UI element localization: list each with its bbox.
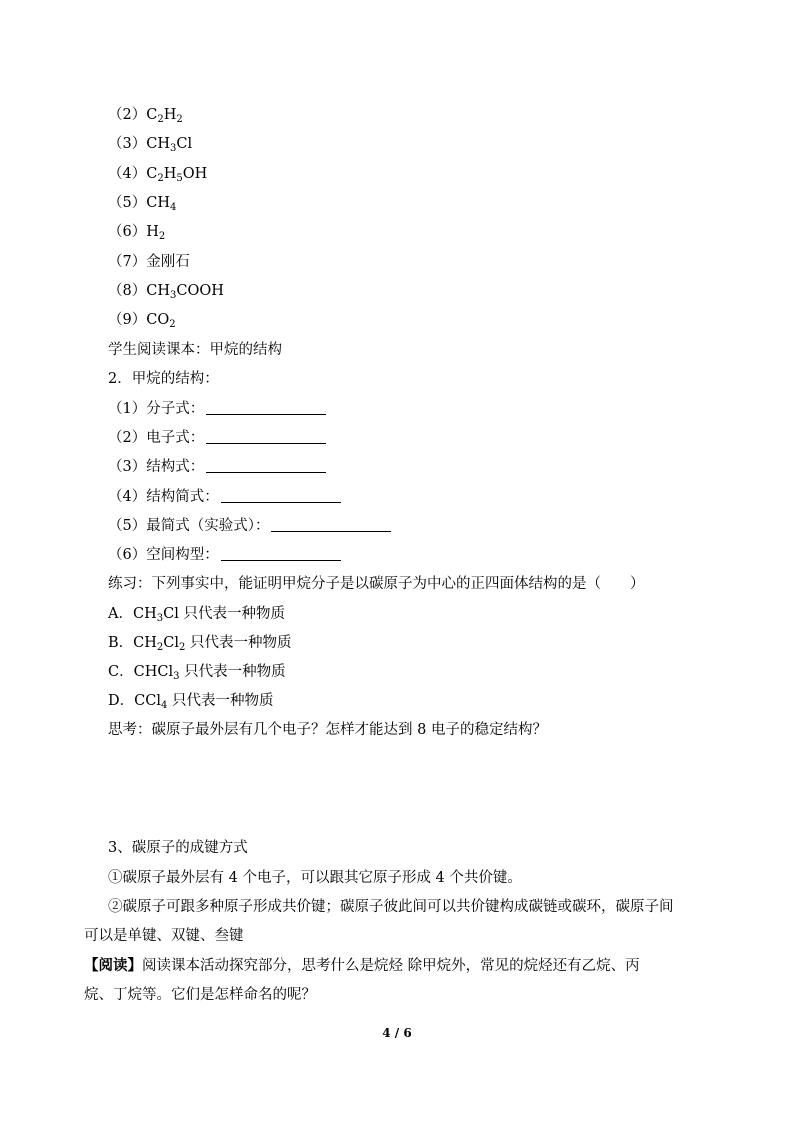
option-text: CHCl$_3$ 只代表一种物质 bbox=[133, 664, 286, 682]
option-label: D． bbox=[108, 693, 135, 709]
formula-item bbox=[108, 310, 176, 330]
formula-text: $CH_3COOH$ bbox=[146, 283, 224, 301]
structure-item-label: （4）结构简式： bbox=[108, 489, 219, 505]
formula-number: （3） bbox=[108, 136, 147, 152]
structure-item-label: （5）最简式（实验式）： bbox=[108, 518, 270, 534]
option-text: $CH_2Cl_2$ 只代表一种物质 bbox=[133, 635, 292, 653]
formula-item bbox=[108, 252, 190, 272]
structure-item bbox=[108, 545, 341, 565]
reading-line-a bbox=[84, 956, 640, 976]
answer-blank[interactable] bbox=[221, 546, 341, 561]
think-question: 思考：碳原子最外层有几个电子？怎样才能达到 8 电子的稳定结构？ bbox=[108, 722, 547, 738]
formula-text: $C_2H_5OH$ bbox=[146, 166, 208, 184]
formula-number: （5） bbox=[108, 195, 147, 211]
structure-item-label: （6）空间构型： bbox=[108, 547, 219, 563]
formula-number: （4） bbox=[108, 166, 147, 182]
point-2-line-b: 可以是单键、双键、叁键 bbox=[84, 928, 244, 944]
reading-text-a: 阅读课本活动探究部分，思考什么是烷烃 除甲烷外，常见的烷烃还有乙烷、丙 bbox=[142, 958, 640, 974]
exercise-question: 练习：下列事实中，能证明甲烷分子是以碳原子为中心的正四面体结构的是（ ） bbox=[108, 576, 645, 592]
structure-item bbox=[108, 428, 326, 448]
formula-item bbox=[108, 105, 183, 125]
formula-text: 金刚石 bbox=[146, 254, 190, 270]
option-text: CCl$_4$ 只代表一种物质 bbox=[134, 693, 274, 711]
reading-line-b: 烷、丁烷等。它们是怎样命名的呢？ bbox=[84, 987, 316, 1003]
formula-item bbox=[108, 281, 224, 301]
formula-number: （7） bbox=[108, 254, 147, 270]
option-label: C． bbox=[108, 664, 134, 680]
read-line: 学生阅读课本：甲烷的结构 bbox=[108, 342, 282, 358]
formula-text: $CO_2$ bbox=[146, 312, 176, 330]
option-text: $CH_3Cl$ 只代表一种物质 bbox=[132, 606, 285, 624]
formula-item bbox=[108, 164, 207, 184]
point-1: ①碳原子最外层有 4 个电子，可以跟其它原子形成 4 个共价键。 bbox=[108, 870, 522, 886]
answer-blank[interactable] bbox=[206, 400, 326, 415]
formula-number: （8） bbox=[108, 283, 147, 299]
structure-item-label: （1）分子式： bbox=[108, 401, 205, 417]
formula-number: （6） bbox=[108, 224, 147, 240]
formula-item bbox=[108, 222, 165, 242]
structure-item bbox=[108, 399, 326, 419]
structure-item bbox=[108, 487, 341, 507]
point-2-line-a: ②碳原子可跟多种原子形成共价键；碳原子彼此间可以共价键构成碳链或碳环，碳原子间 bbox=[108, 899, 674, 915]
formula-text: $H_2$ bbox=[146, 224, 166, 242]
reading-tag: 【阅读】 bbox=[84, 957, 142, 974]
formula-item bbox=[108, 134, 192, 154]
structure-item bbox=[108, 516, 391, 536]
option-item bbox=[108, 633, 292, 653]
answer-blank[interactable] bbox=[221, 488, 341, 503]
section2-title: 2．甲烷的结构： bbox=[108, 371, 219, 387]
option-label: B． bbox=[108, 635, 134, 651]
structure-item-label: （2）电子式： bbox=[108, 430, 205, 446]
answer-blank[interactable] bbox=[206, 458, 326, 473]
formula-number: （9） bbox=[108, 312, 147, 328]
structure-item bbox=[108, 457, 326, 477]
section3-title: 3、碳原子的成键方式 bbox=[108, 840, 248, 856]
option-item bbox=[108, 691, 273, 711]
answer-blank[interactable] bbox=[271, 517, 391, 532]
formula-text: $C_2H_2$ bbox=[146, 107, 183, 125]
page-number: 4 / 6 bbox=[382, 1026, 412, 1040]
formula-number: （2） bbox=[108, 107, 147, 123]
formula-item bbox=[108, 193, 176, 213]
answer-blank[interactable] bbox=[206, 429, 326, 444]
option-label: A． bbox=[108, 606, 133, 622]
formula-text: $CH_4$ bbox=[146, 195, 177, 213]
formula-text: $CH_3Cl$ bbox=[146, 136, 193, 154]
option-item bbox=[108, 604, 285, 624]
option-item bbox=[108, 662, 286, 682]
structure-item-label: （3）结构式： bbox=[108, 459, 205, 475]
